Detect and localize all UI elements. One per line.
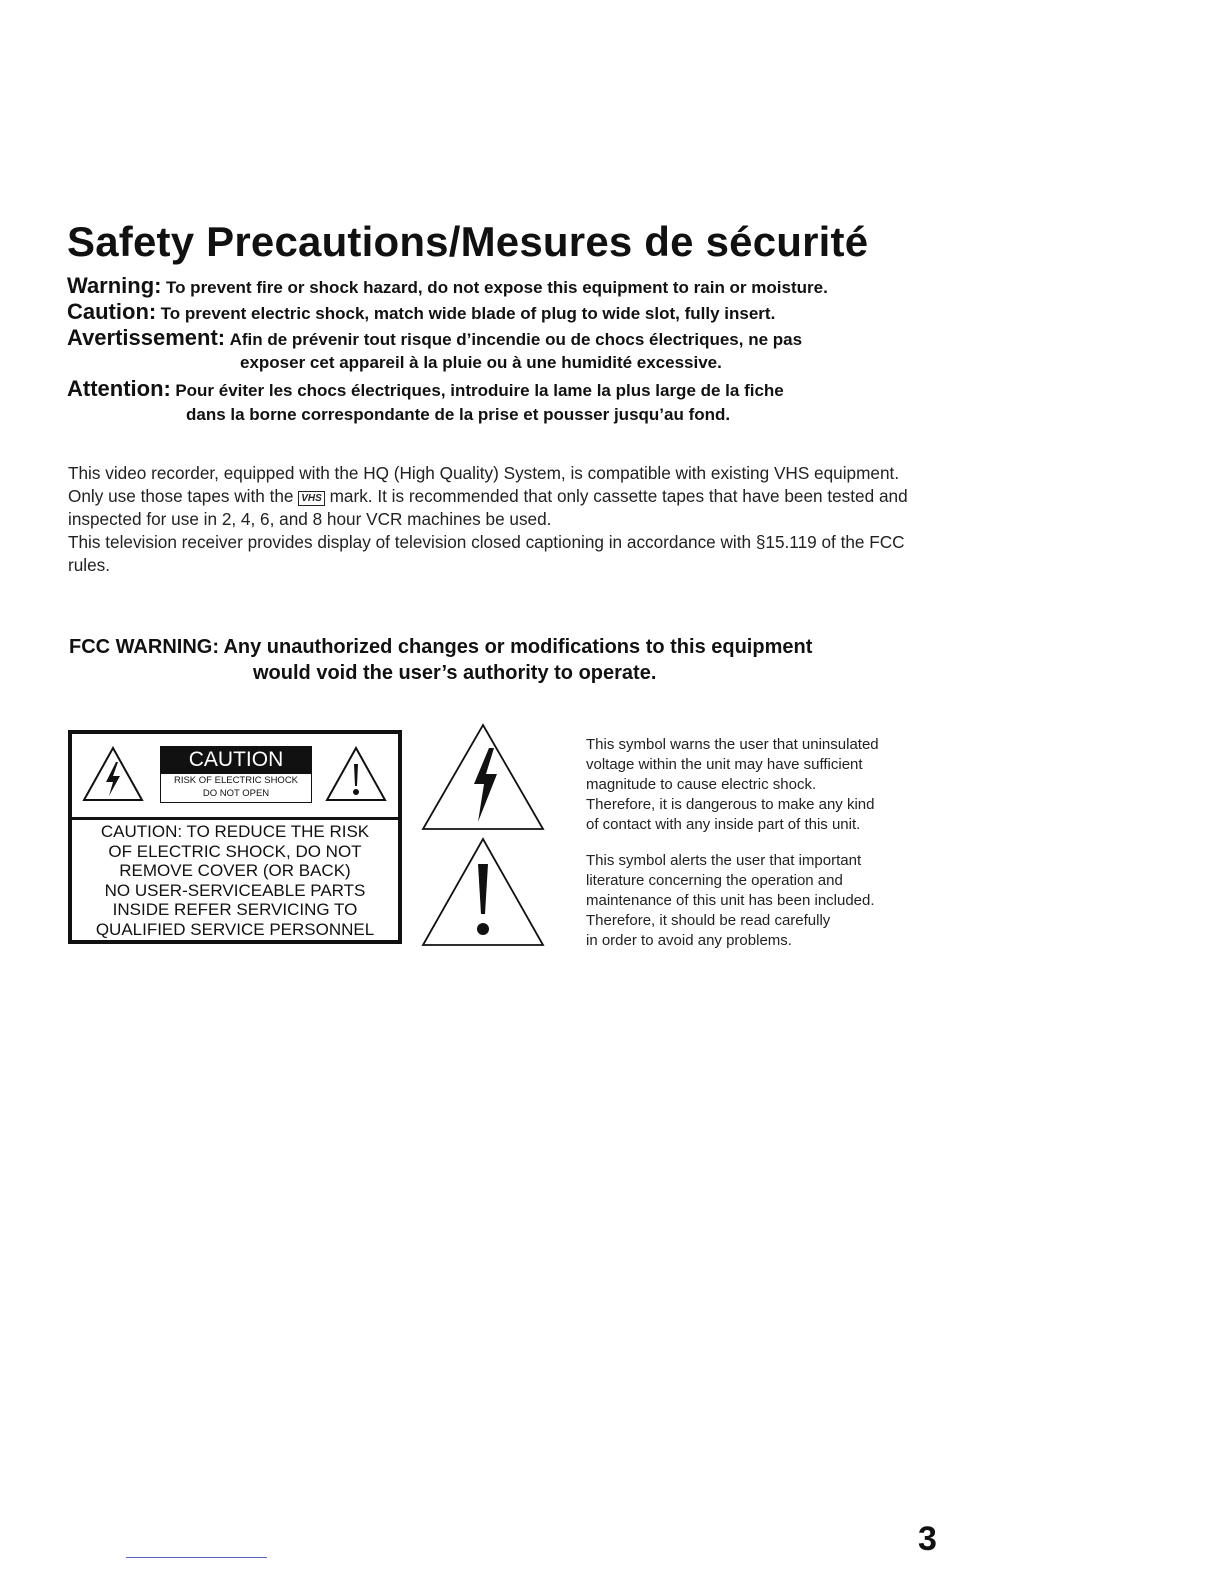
risk-line-2: DO NOT OPEN xyxy=(202,788,270,799)
closed-caption-paragraph: This television receiver provides display of television closed captioning in accordance with §15.119 of the FCC rules. xyxy=(68,532,905,575)
caution-line xyxy=(67,299,775,325)
lightning-symbol-description xyxy=(586,735,946,835)
avertissement-text-continued: exposer cet appareil à la pluie ou à une humidité excessive. xyxy=(240,353,722,372)
vhs-mark-icon: VHS xyxy=(298,491,325,506)
avertissement-text: Afin de prévenir tout risque d’incendie ou de chocs électriques, ne pas xyxy=(229,330,803,349)
fcc-warning-line xyxy=(69,636,812,659)
caution-box-line: INSIDE REFER SERVICING TO xyxy=(112,900,358,919)
fcc-warning-label: FCC WARNING: xyxy=(69,636,219,658)
attention-text: Pour éviter les chocs électriques, introduire la lame la plus large de la fiche xyxy=(175,381,784,400)
lightning-flash-symbol-icon xyxy=(420,722,546,832)
description-line: maintenance of this unit has been included. xyxy=(586,892,875,909)
description-line: of contact with any inside part of this unit. xyxy=(586,816,861,833)
tapes-paragraph xyxy=(68,485,948,531)
caution-box-line: OF ELECTRIC SHOCK, DO NOT xyxy=(108,841,362,861)
attention-label: Attention: xyxy=(67,376,171,401)
exclamation-warning-icon xyxy=(325,746,387,802)
page-number: 3 xyxy=(918,1520,937,1558)
description-line: voltage within the unit may have sufficient xyxy=(586,756,863,773)
caution-box-line: NO USER-SERVICEABLE PARTS xyxy=(104,880,366,900)
warning-line xyxy=(67,273,828,299)
tapes-text-after: mark. It is recommended that only cassette tapes that have been tested and inspected for use in 2, 4, 6, and 8 hour VCR machines be used. xyxy=(68,486,908,529)
lightning-warning-icon xyxy=(82,746,144,802)
description-line: in order to avoid any problems. xyxy=(586,932,792,949)
description-line: Therefore, it should be read carefully xyxy=(586,912,831,929)
caution-label: Caution: xyxy=(67,299,157,324)
avertissement-label: Avertissement: xyxy=(67,325,226,350)
description-line: Therefore, it is dangerous to make any kind xyxy=(586,796,875,813)
attention-text-continued: dans la borne correspondante de la prise et pousser jusqu’au fond. xyxy=(186,405,731,424)
description-line: This symbol alerts the user that important xyxy=(586,852,862,869)
page-title: Safety Precautions/Mesures de sécurité xyxy=(67,218,869,265)
caution-label-box xyxy=(68,730,402,944)
attention-line xyxy=(67,376,784,402)
footer-rule xyxy=(126,1557,267,1558)
tapes-text-before: Only use those tapes with the xyxy=(68,486,299,506)
caution-banner: CAUTION xyxy=(160,746,312,774)
caution-box-line: CAUTION: TO REDUCE THE RISK xyxy=(100,822,370,841)
description-line: magnitude to cause electric shock. xyxy=(586,776,817,793)
fcc-warning-text: Any unauthorized changes or modifications to this equipment xyxy=(223,636,813,658)
risk-line-1: RISK OF ELECTRIC SHOCK xyxy=(173,775,299,786)
description-line: This symbol warns the user that uninsulated xyxy=(586,736,879,753)
exclamation-point-symbol-icon xyxy=(420,836,546,948)
description-line: literature concerning the operation and xyxy=(586,872,843,889)
caution-box-header xyxy=(72,734,398,820)
fcc-warning-text-continued: would void the user’s authority to operate. xyxy=(253,662,657,684)
caution-box-line: QUALIFIED SERVICE PERSONNEL xyxy=(95,919,375,939)
caution-box-line: REMOVE COVER (OR BACK) xyxy=(119,861,351,880)
warning-text: To prevent fire or shock hazard, do not expose this equipment to rain or moisture. xyxy=(165,278,828,297)
exclamation-symbol-description xyxy=(586,851,946,951)
compatibility-paragraphs xyxy=(68,462,948,577)
warning-label: Warning: xyxy=(67,273,162,298)
caution-text: To prevent electric shock, match wide blade of plug to wide slot, fully insert. xyxy=(160,304,776,323)
hq-system-paragraph: This video recorder, equipped with the HQ (High Quality) System, is compatible with existing VHS equipment. xyxy=(68,463,900,483)
avertissement-line xyxy=(67,325,802,351)
risk-of-shock-box xyxy=(160,774,312,803)
caution-box-text xyxy=(72,822,398,939)
